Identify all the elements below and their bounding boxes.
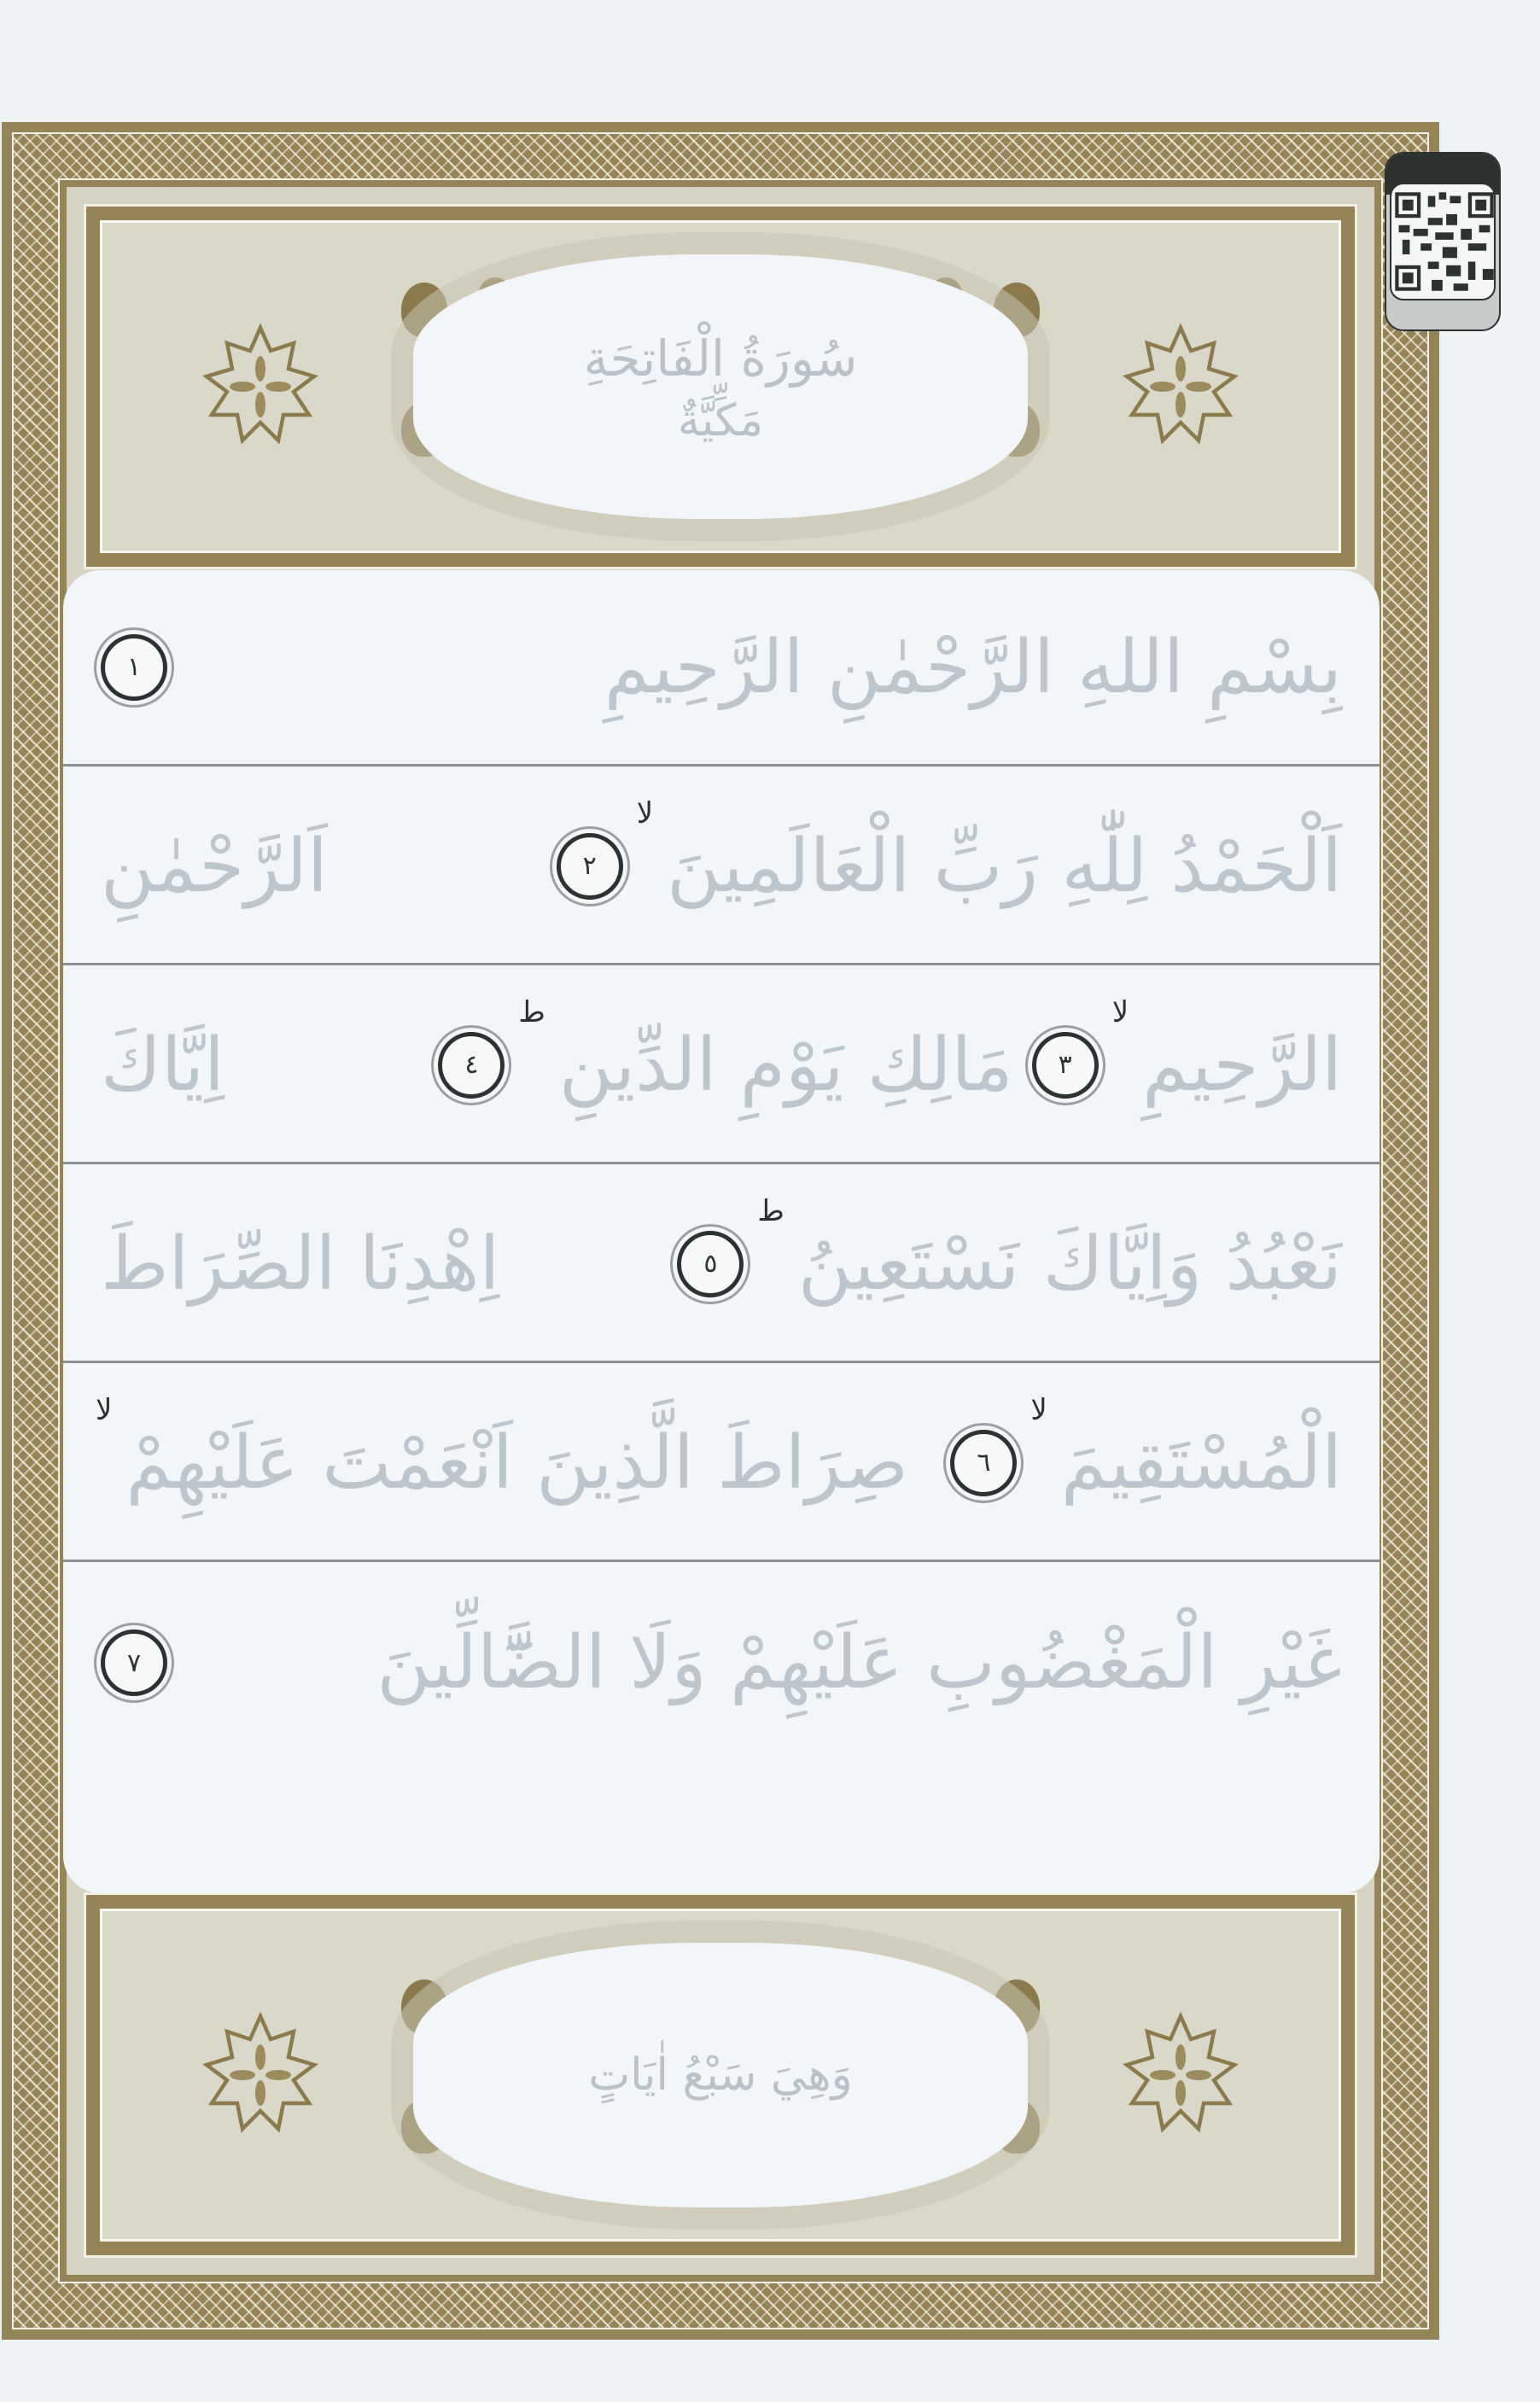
verse-text: الْمُسْتَقِيمَ xyxy=(1060,1420,1342,1506)
verse-line-1 xyxy=(63,570,1380,767)
waqf-sign: لا xyxy=(96,1392,113,1427)
star-rosette-icon xyxy=(196,323,324,451)
qr-code-icon[interactable] xyxy=(1390,183,1496,300)
verse-text-card xyxy=(63,570,1380,1893)
star-rosette-icon xyxy=(196,2011,324,2139)
verse-text: اَلرَّحْمٰنِ xyxy=(101,823,328,909)
waqf-sign: لا xyxy=(1030,1392,1047,1427)
verse-line-4 xyxy=(63,1167,1380,1363)
ayah-number-marker: ٢ xyxy=(557,833,623,900)
verse-line-2 xyxy=(63,769,1380,965)
star-rosette-icon xyxy=(1117,2011,1245,2139)
waqf-sign: ط xyxy=(757,1193,785,1228)
verse-text: الرَّحِيمِ xyxy=(1142,1022,1342,1108)
surah-footer-panel xyxy=(84,1892,1357,2258)
ayah-number-marker: ١ xyxy=(101,634,167,701)
star-rosette-icon xyxy=(1117,323,1245,451)
ayah-number-marker: ٤ xyxy=(438,1032,505,1099)
ayah-number-marker: ٦ xyxy=(950,1430,1017,1496)
verse-text: غَيْرِ الْمَغْضُوبِ عَلَيْهِمْ وَلَا الضَّٓالِّينَ xyxy=(376,1620,1342,1705)
verse-line-6 xyxy=(63,1565,1380,1761)
surah-revelation-place: مَكِّيَّةٌ xyxy=(677,395,764,446)
ayah-number-marker: ٣ xyxy=(1032,1032,1099,1099)
qr-code-tab[interactable] xyxy=(1385,152,1501,331)
verse-text: نَعْبُدُ وَاِيَّاكَ نَسْتَعِينُ xyxy=(797,1221,1342,1307)
verse-text: اَلْحَمْدُ لِلّٰهِ رَبِّ الْعَالَمِينَ xyxy=(667,823,1342,909)
verse-text: بِسْمِ اللهِ الرَّحْمٰنِ الرَّحِيمِ xyxy=(604,624,1342,710)
waqf-sign: ط xyxy=(518,994,545,1029)
verse-text: اِيَّاكَ xyxy=(101,1022,225,1108)
ayah-number-marker: ٥ xyxy=(677,1231,744,1297)
footer-cartouche xyxy=(413,1943,1028,2207)
surah-header-ornament xyxy=(100,220,1341,553)
verse-text: صِرَاطَ الَّذِينَ اَنْعَمْتَ عَلَيْهِمْ xyxy=(125,1420,909,1506)
surah-footer-ornament xyxy=(100,1909,1341,2242)
waqf-sign: لا xyxy=(636,796,654,831)
qr-pattern-icon xyxy=(1391,189,1497,294)
surah-title: سُورَةُ الْفَاتِحَةِ xyxy=(583,329,858,388)
verse-text: اِهْدِنَا الصِّرَاطَ xyxy=(101,1221,500,1307)
verse-text: مَالِكِ يَوْمِ الدِّينِ xyxy=(558,1022,1013,1108)
ayah-number-marker: ٧ xyxy=(101,1630,167,1696)
title-cartouche xyxy=(413,254,1028,519)
verse-line-5 xyxy=(63,1366,1380,1562)
surah-header-panel xyxy=(84,204,1357,569)
waqf-sign: لا xyxy=(1111,994,1129,1029)
verse-line-3 xyxy=(63,968,1380,1164)
ayah-count-note: وَهِيَ سَبْعُ اٰيَاتٍ xyxy=(588,2049,853,2101)
